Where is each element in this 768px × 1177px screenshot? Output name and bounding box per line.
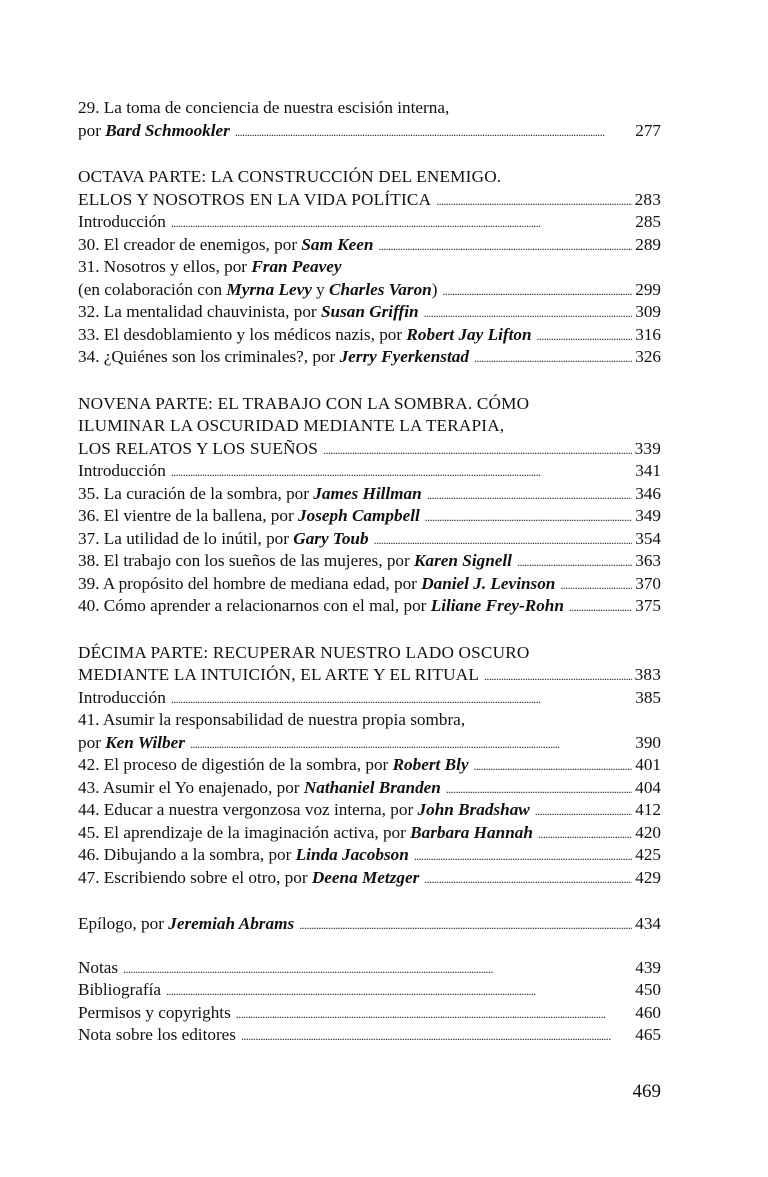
entry-text: ELLOS Y NOSOTROS EN LA VIDA POLÍTICA — [78, 189, 432, 209]
entry-title — [78, 505, 420, 528]
dot-leader — [166, 980, 632, 1003]
dot-leader — [378, 235, 632, 258]
author-name: Deena Metzger — [311, 867, 420, 887]
author-name: Myrna Levy — [226, 279, 312, 299]
toc-entry — [78, 211, 661, 234]
toc-entry — [78, 483, 661, 506]
toc-section — [78, 97, 661, 142]
entry-title — [78, 732, 185, 755]
entry-text: 34. ¿Quiénes son los criminales?, por — [78, 347, 340, 366]
entry-title — [78, 777, 441, 800]
entry-title — [78, 844, 409, 867]
author-name: Liliane Frey-Rohn — [430, 596, 564, 615]
entry-title — [78, 460, 166, 483]
dot-leader — [535, 800, 632, 823]
entry-title — [78, 1002, 231, 1025]
toc-section — [78, 913, 661, 936]
dot-leader — [517, 551, 632, 574]
entry-page-number: 370 — [635, 573, 661, 593]
dot-leader — [537, 325, 633, 348]
dot-leader — [473, 755, 632, 778]
entry-title — [78, 573, 555, 596]
toc-entry — [78, 346, 661, 369]
toc-entry — [78, 732, 661, 755]
dot-leader — [171, 688, 632, 711]
dot-leader — [436, 190, 631, 213]
entry-title — [78, 709, 465, 732]
author-name: Jerry Fyerkenstad — [339, 347, 469, 366]
entry-text: Introducción — [78, 461, 166, 480]
author-name: Fran Peavey — [251, 257, 342, 276]
entry-text: Introducción — [78, 212, 166, 231]
toc-entry — [78, 279, 661, 302]
toc-entry — [78, 97, 661, 120]
entry-page-number: 383 — [634, 665, 661, 684]
author-name: Joseph Campbell — [298, 506, 420, 525]
entry-title — [78, 324, 532, 347]
toc-entry — [78, 595, 661, 618]
entry-page-number: 460 — [635, 1002, 661, 1022]
entry-text: 45. El aprendizaje de la imaginación activa, por — [78, 822, 411, 842]
entry-page-number: 412 — [635, 800, 661, 819]
entry-text: Notas — [78, 957, 119, 977]
entry-page-number: 326 — [635, 347, 661, 366]
entry-text: NOVENA PARTE: EL TRABAJO CON LA SOMBRA. CÓMO — [78, 393, 530, 413]
entry-title — [78, 867, 419, 890]
entry-title — [78, 687, 166, 710]
section-heading-line — [78, 438, 661, 461]
entry-title — [78, 211, 166, 234]
author-name: Robert Bly — [392, 755, 469, 774]
entry-page-number: 420 — [635, 822, 661, 842]
entry-title — [78, 754, 468, 777]
entry-page-number: 390 — [635, 732, 661, 752]
entry-title — [78, 664, 479, 687]
author-name: Sam Keen — [301, 234, 374, 254]
toc-entry — [78, 777, 661, 800]
entry-page-number: 401 — [635, 755, 661, 774]
entry-text: y — [311, 279, 330, 299]
entry-text: 36. El vientre de la ballena, por — [78, 506, 299, 525]
toc-entry — [78, 799, 661, 822]
toc-entry — [78, 957, 661, 980]
entry-page-number: 346 — [635, 483, 661, 503]
entry-title — [78, 483, 422, 506]
dot-leader — [241, 1025, 632, 1048]
toc-entry — [78, 1024, 661, 1047]
entry-title — [78, 595, 564, 618]
entry-page-number: 309 — [635, 302, 661, 321]
entry-text: 39. A propósito del hombre de mediana edad, por — [78, 573, 422, 593]
entry-page-number: 277 — [635, 120, 661, 140]
author-name: Robert Jay Lifton — [406, 324, 532, 344]
entry-title — [78, 822, 533, 845]
entry-page-number: 283 — [634, 189, 661, 209]
entry-title — [78, 1024, 236, 1047]
dot-leader — [538, 823, 632, 846]
toc-section — [78, 166, 661, 369]
dot-leader — [190, 733, 632, 756]
entry-text: 47. Escribiendo sobre el otro, por — [78, 867, 312, 887]
entry-page-number: 450 — [635, 980, 661, 999]
toc-entry — [78, 234, 661, 257]
toc-section — [78, 642, 661, 890]
dot-leader — [560, 574, 632, 597]
entry-title — [78, 393, 529, 416]
entry-title — [78, 799, 530, 822]
entry-title — [78, 256, 342, 279]
entry-title — [78, 913, 294, 936]
author-name: John Bradshaw — [417, 800, 530, 819]
entry-text: Nota sobre los editores — [78, 1025, 236, 1044]
dot-leader — [569, 596, 632, 619]
entry-page-number: 299 — [635, 279, 661, 299]
section-heading-line — [78, 166, 661, 189]
entry-text: 32. La mentalidad chauvinista, por — [78, 302, 321, 321]
entry-text: 44. Educar a nuestra vergonzosa voz interna, por — [78, 800, 418, 819]
entry-text: 35. La curación de la sombra, por — [78, 483, 314, 503]
entry-title — [78, 957, 118, 980]
entry-text: Introducción — [78, 687, 166, 707]
entry-text: DÉCIMA PARTE: RECUPERAR NUESTRO LADO OSCURO — [78, 642, 530, 662]
dot-leader — [123, 958, 632, 981]
dot-leader — [323, 439, 632, 462]
toc-entry — [78, 324, 661, 347]
entry-text: OCTAVA PARTE: LA CONSTRUCCIÓN DEL ENEMIGO. — [78, 167, 502, 186]
section-heading-line — [78, 393, 661, 416]
toc-section — [78, 957, 661, 1047]
entry-title — [78, 234, 373, 257]
section-heading-line — [78, 189, 661, 212]
toc-entry — [78, 822, 661, 845]
entry-page-number: 316 — [635, 324, 661, 344]
author-name: Gary Toub — [293, 528, 369, 548]
entry-text: ILUMINAR LA OSCURIDAD MEDIANTE LA TERAPIA, — [78, 416, 505, 435]
entry-text: 42. El proceso de digestión de la sombra, por — [78, 755, 393, 774]
entry-text: 30. El creador de enemigos, por — [78, 234, 302, 254]
entry-page-number: 375 — [635, 596, 661, 615]
entry-text: 37. La utilidad de lo inútil, por — [78, 528, 294, 548]
entry-text: 33. El desdoblamiento y los médicos nazis, por — [78, 324, 407, 344]
entry-text: 41. Asumir la responsabilidad de nuestra propia sombra, — [78, 710, 466, 729]
dot-leader — [374, 529, 633, 552]
entry-text: por — [78, 732, 106, 752]
entry-text: Epílogo, por — [78, 914, 169, 933]
entry-text: ) — [431, 279, 438, 299]
author-name: James Hillman — [313, 483, 422, 503]
page-number: 469 — [632, 1081, 661, 1102]
section-heading-line — [78, 642, 661, 665]
entry-page-number: 425 — [635, 845, 661, 864]
author-name: Daniel J. Levinson — [421, 573, 556, 593]
entry-text: Permisos y copyrights — [78, 1002, 231, 1022]
author-name: Ken Wilber — [105, 732, 185, 752]
entry-title — [78, 550, 512, 573]
entry-text: 40. Cómo aprender a relacionarnos con el mal, por — [78, 596, 431, 615]
dot-leader — [427, 484, 633, 507]
author-name: Charles Varon — [329, 279, 432, 299]
entry-text: LOS RELATOS Y LOS SUEÑOS — [78, 438, 319, 458]
author-name: Bard Schmookler — [105, 120, 230, 140]
author-name: Nathaniel Branden — [303, 777, 441, 797]
author-name: Karen Signell — [414, 551, 512, 570]
entry-text: 38. El trabajo con los sueños de las mujeres, por — [78, 551, 415, 570]
entry-text: por — [78, 120, 106, 140]
entry-page-number: 354 — [635, 528, 661, 548]
section-heading-line — [78, 664, 661, 687]
entry-text: (en colaboración con — [78, 279, 227, 299]
entry-page-number: 349 — [635, 506, 661, 525]
entry-page-number: 363 — [635, 551, 661, 570]
entry-page-number: 439 — [635, 957, 661, 977]
dot-leader — [236, 1003, 632, 1026]
entry-page-number: 385 — [635, 687, 661, 707]
dot-leader — [474, 347, 632, 370]
dot-leader — [414, 845, 632, 868]
entry-page-number: 434 — [635, 914, 661, 933]
entry-title — [78, 642, 529, 665]
dot-leader — [299, 914, 632, 937]
section-heading-line — [78, 415, 661, 438]
toc-entry — [78, 120, 661, 143]
dot-leader — [484, 665, 632, 688]
toc-entry — [78, 979, 661, 1002]
dot-leader — [171, 212, 632, 235]
entry-page-number: 465 — [635, 1025, 661, 1044]
toc-entry — [78, 1002, 661, 1025]
toc-entry — [78, 460, 661, 483]
toc-entry — [78, 709, 661, 732]
dot-leader — [424, 868, 632, 891]
entry-title — [78, 97, 449, 120]
toc-entry — [78, 844, 661, 867]
toc-entry — [78, 573, 661, 596]
toc-entry — [78, 754, 661, 777]
entry-page-number: 285 — [635, 212, 661, 231]
author-name: Linda Jacobson — [295, 845, 409, 864]
entry-text: Bibliografía — [78, 980, 162, 999]
toc-entry — [78, 687, 661, 710]
dot-leader — [442, 280, 632, 303]
dot-leader — [235, 121, 632, 144]
entry-title — [78, 189, 431, 212]
entry-title — [78, 279, 437, 302]
entry-page-number: 289 — [635, 234, 661, 254]
dot-leader — [425, 506, 632, 529]
author-name: Barbara Hannah — [410, 822, 533, 842]
entry-title — [78, 415, 504, 438]
entry-text: 29. La toma de conciencia de nuestra escisión interna, — [78, 98, 450, 117]
entry-text: 31. Nosotros y ellos, por — [78, 257, 252, 276]
dot-leader — [446, 778, 632, 801]
entry-page-number: 429 — [635, 867, 661, 887]
author-name: Jeremiah Abrams — [168, 914, 295, 933]
toc-entry — [78, 505, 661, 528]
entry-title — [78, 528, 369, 551]
toc-entry — [78, 913, 661, 936]
toc-entry — [78, 528, 661, 551]
toc-entry — [78, 256, 661, 279]
entry-title — [78, 979, 161, 1002]
dot-leader — [424, 302, 633, 325]
entry-title — [78, 438, 318, 461]
dot-leader — [171, 461, 632, 484]
toc-entry — [78, 550, 661, 573]
entry-text: 46. Dibujando a la sombra, por — [78, 845, 296, 864]
entry-text: MEDIANTE LA INTUICIÓN, EL ARTE Y EL RITUAL — [78, 665, 480, 684]
toc-entry — [78, 867, 661, 890]
author-name: Susan Griffin — [320, 302, 419, 321]
table-of-contents — [78, 97, 661, 1071]
entry-title — [78, 301, 419, 324]
entry-title — [78, 346, 469, 369]
entry-page-number: 404 — [635, 777, 661, 797]
entry-page-number: 339 — [634, 438, 661, 458]
entry-title — [78, 166, 501, 189]
entry-page-number: 341 — [635, 461, 661, 480]
entry-text: 43. Asumir el Yo enajenado, por — [78, 777, 304, 797]
toc-entry — [78, 301, 661, 324]
entry-title — [78, 120, 230, 143]
toc-section — [78, 393, 661, 618]
